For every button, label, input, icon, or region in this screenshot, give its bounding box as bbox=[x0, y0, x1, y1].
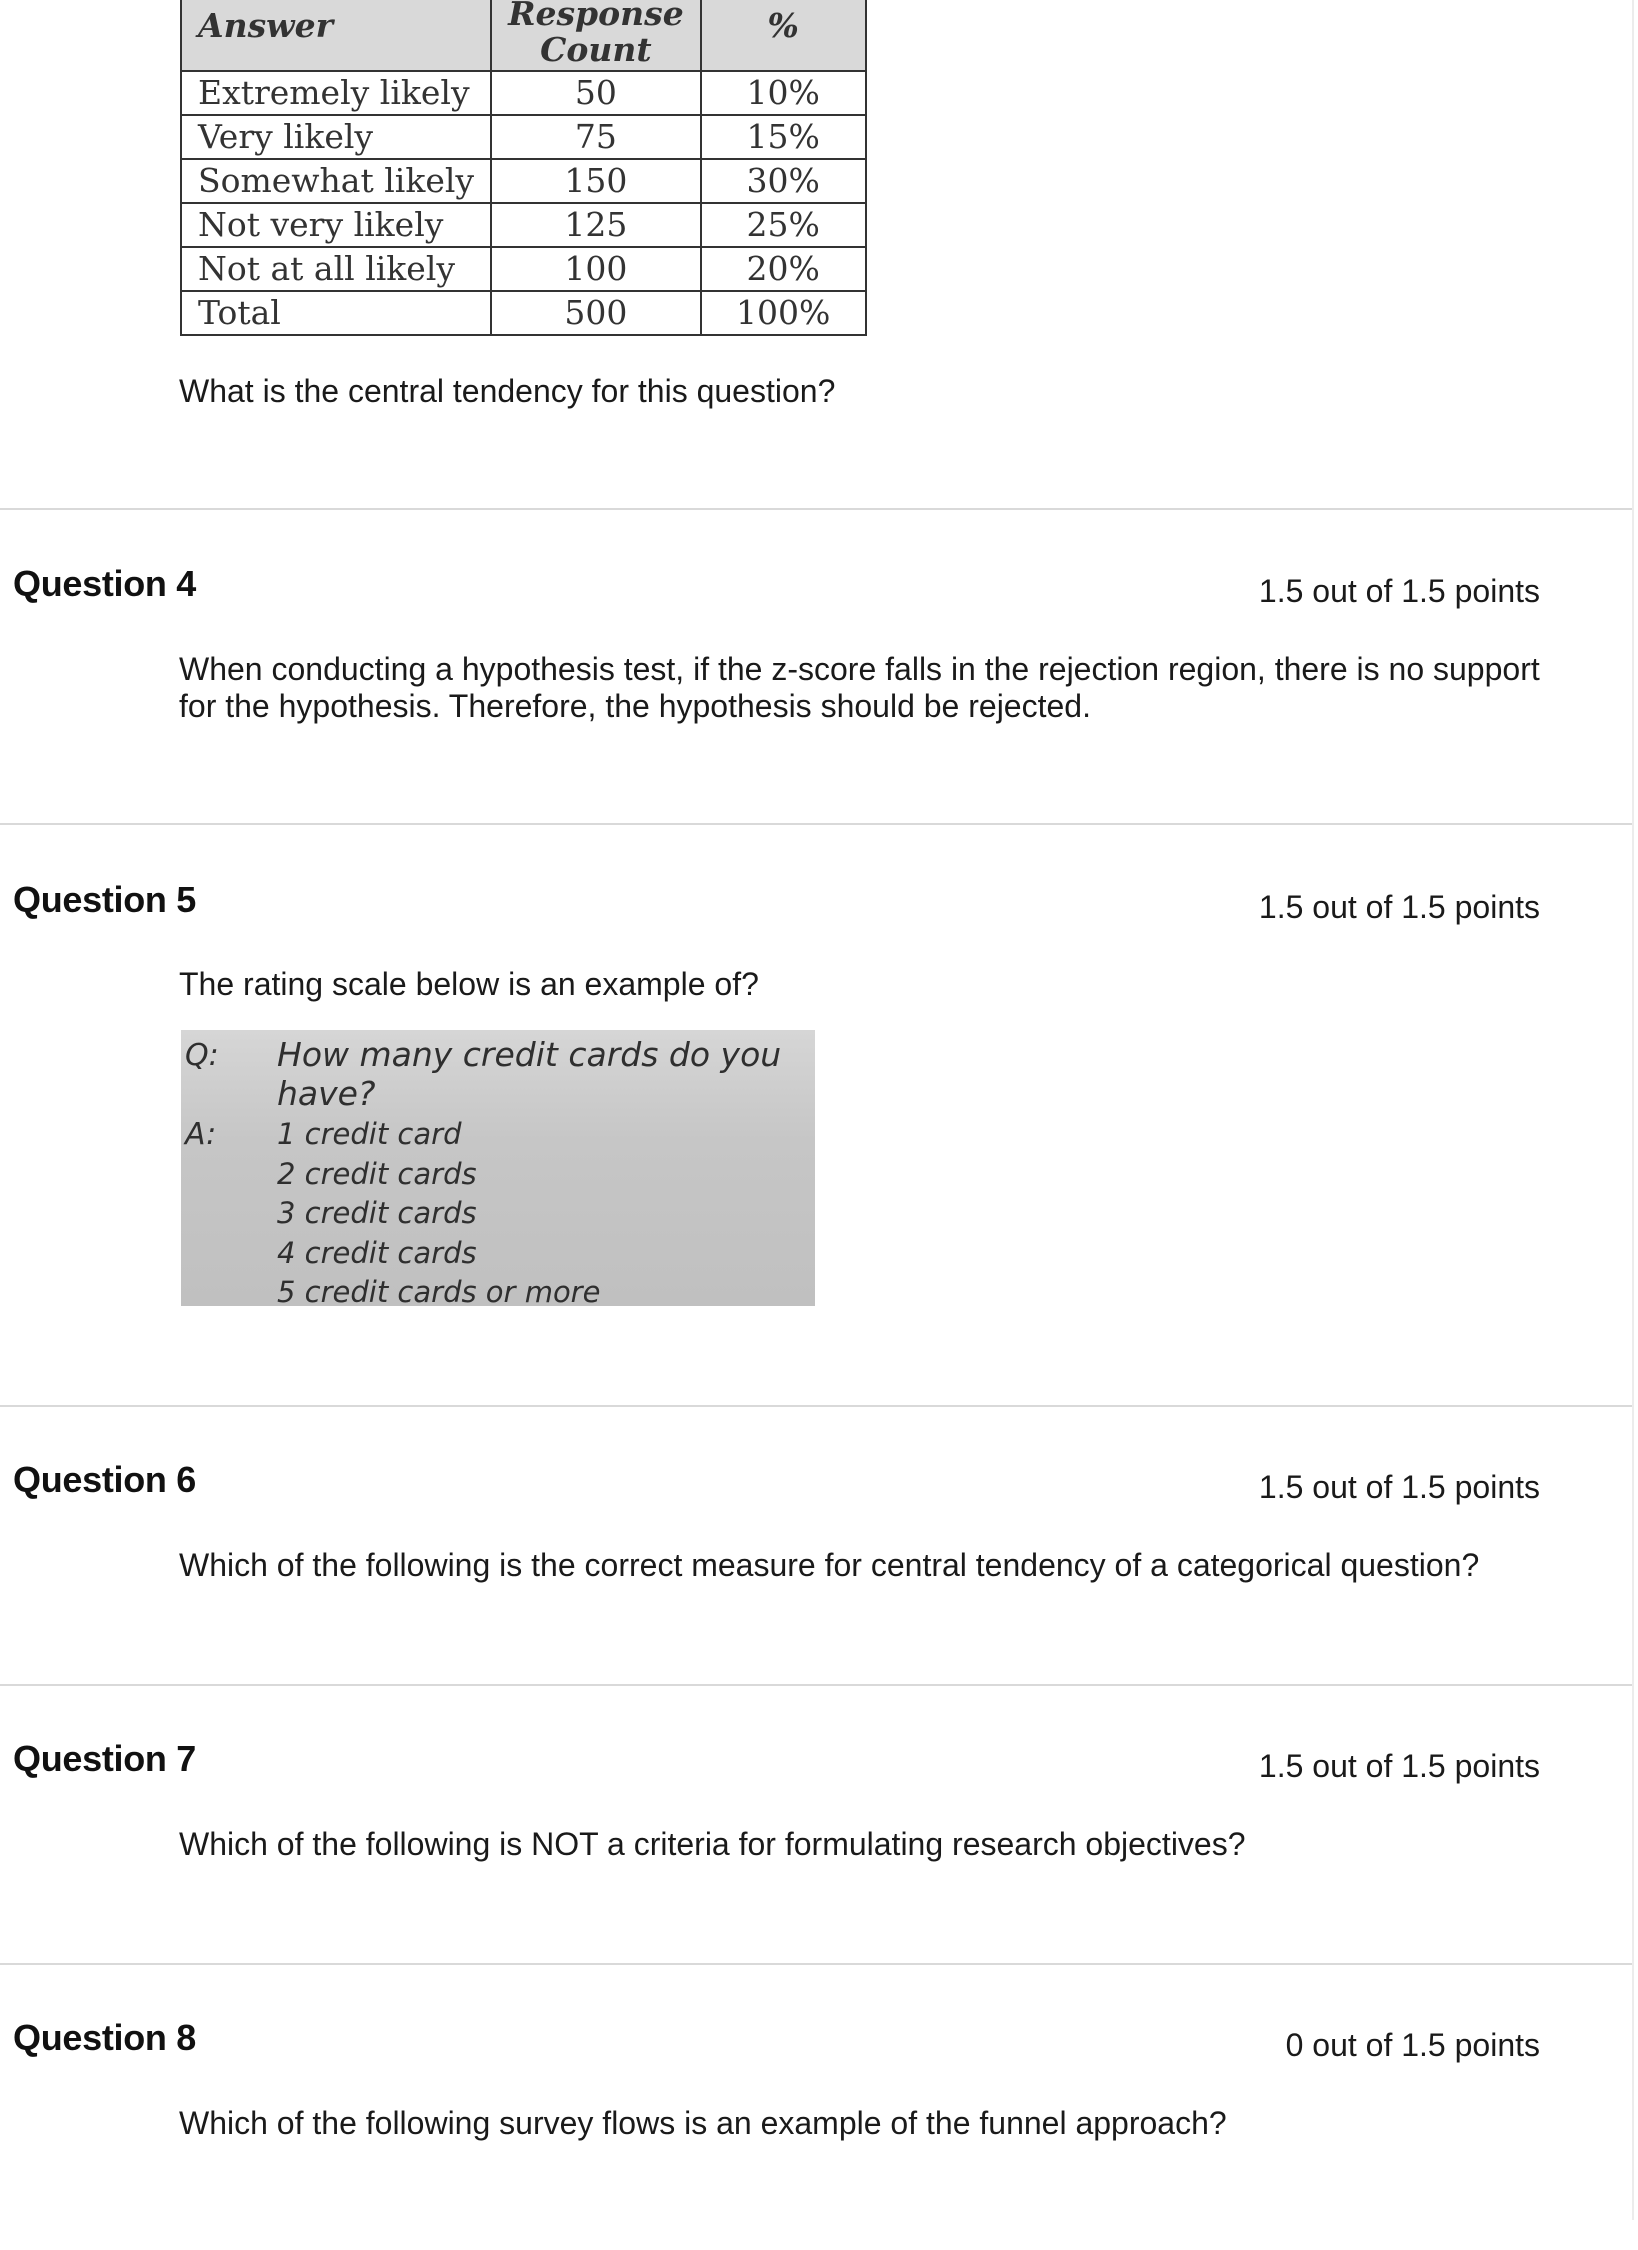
row-percent: 10% bbox=[701, 71, 866, 115]
question4-title: Question 4 bbox=[13, 563, 197, 604]
question7-title: Question 7 bbox=[13, 1738, 197, 1779]
question6-points: 1.5 out of 1.5 points bbox=[1258, 1469, 1540, 1505]
row-count: 100 bbox=[491, 247, 701, 291]
table-row bbox=[181, 115, 866, 159]
row-count: 75 bbox=[491, 115, 701, 159]
header-answer: Answer bbox=[181, 0, 491, 71]
row-percent: 25% bbox=[701, 203, 866, 247]
response-count-table bbox=[180, 0, 867, 336]
content-right-border bbox=[1632, 0, 1634, 2220]
scale-options-list bbox=[277, 1115, 600, 1306]
row-percent: 15% bbox=[701, 115, 866, 159]
row-answer: Extremely likely bbox=[181, 71, 491, 115]
row-count: 125 bbox=[491, 203, 701, 247]
table-header-row bbox=[181, 0, 866, 71]
row-count: 500 bbox=[491, 291, 701, 335]
question6-prompt: Which of the following is the correct measure for central tendency of a categorical question? bbox=[179, 1547, 1480, 1583]
table-row bbox=[181, 203, 866, 247]
table-row bbox=[181, 247, 866, 291]
row-percent: 100% bbox=[701, 291, 866, 335]
scale-option: 3 credit cards bbox=[277, 1196, 477, 1230]
scale-answer-label: A: bbox=[185, 1117, 217, 1152]
question5-points: 1.5 out of 1.5 points bbox=[1258, 889, 1540, 925]
scale-option: 4 credit cards bbox=[277, 1235, 477, 1270]
scale-option: 1 credit card bbox=[277, 1117, 462, 1151]
question-divider bbox=[0, 1684, 1632, 1686]
question7-prompt: Which of the following is NOT a criteria for formulating research objectives? bbox=[179, 1826, 1246, 1862]
question-divider bbox=[0, 823, 1632, 825]
table-row bbox=[181, 71, 866, 115]
header-percent: % bbox=[701, 0, 866, 71]
scale-question-text: How many credit cards do you have? bbox=[277, 1035, 782, 1113]
header-count-line2: Count bbox=[540, 30, 652, 69]
row-percent: 20% bbox=[701, 247, 866, 291]
row-count: 150 bbox=[491, 159, 701, 203]
question4-prompt: When conducting a hypothesis test, if the z-score falls in the rejection region, there is no support for the hypothesis. Therefore, the hypothesis should be rejected. bbox=[179, 651, 1540, 724]
scale-option: 2 credit cards bbox=[277, 1156, 477, 1191]
question-divider bbox=[0, 1405, 1632, 1407]
header-response-count bbox=[491, 0, 701, 71]
table-row bbox=[181, 159, 866, 203]
rating-scale-image bbox=[181, 1030, 815, 1306]
header-count-line1: Response bbox=[508, 0, 684, 33]
row-answer: Very likely bbox=[181, 115, 491, 159]
row-answer: Total bbox=[181, 291, 491, 335]
question-divider bbox=[0, 508, 1632, 510]
row-answer: Somewhat likely bbox=[181, 159, 491, 203]
question3-prompt: What is the central tendency for this question? bbox=[179, 373, 836, 409]
question8-points: 0 out of 1.5 points bbox=[1285, 2027, 1540, 2063]
table-total-row bbox=[181, 291, 866, 335]
question8-title: Question 8 bbox=[13, 2017, 197, 2058]
question8-prompt: Which of the following survey flows is an example of the funnel approach? bbox=[179, 2105, 1227, 2141]
row-count: 50 bbox=[491, 71, 701, 115]
row-percent: 30% bbox=[701, 159, 866, 203]
question6-title: Question 6 bbox=[13, 1459, 197, 1500]
question5-prompt: The rating scale below is an example of? bbox=[179, 966, 759, 1002]
question-divider bbox=[0, 1963, 1632, 1965]
scale-option: 5 credit cards or more bbox=[277, 1275, 601, 1306]
question7-points: 1.5 out of 1.5 points bbox=[1258, 1748, 1540, 1784]
scale-question-label: Q: bbox=[185, 1038, 219, 1073]
question4-points: 1.5 out of 1.5 points bbox=[1258, 573, 1540, 609]
question5-title: Question 5 bbox=[13, 879, 197, 920]
row-answer: Not very likely bbox=[181, 203, 491, 247]
row-answer: Not at all likely bbox=[181, 247, 491, 291]
